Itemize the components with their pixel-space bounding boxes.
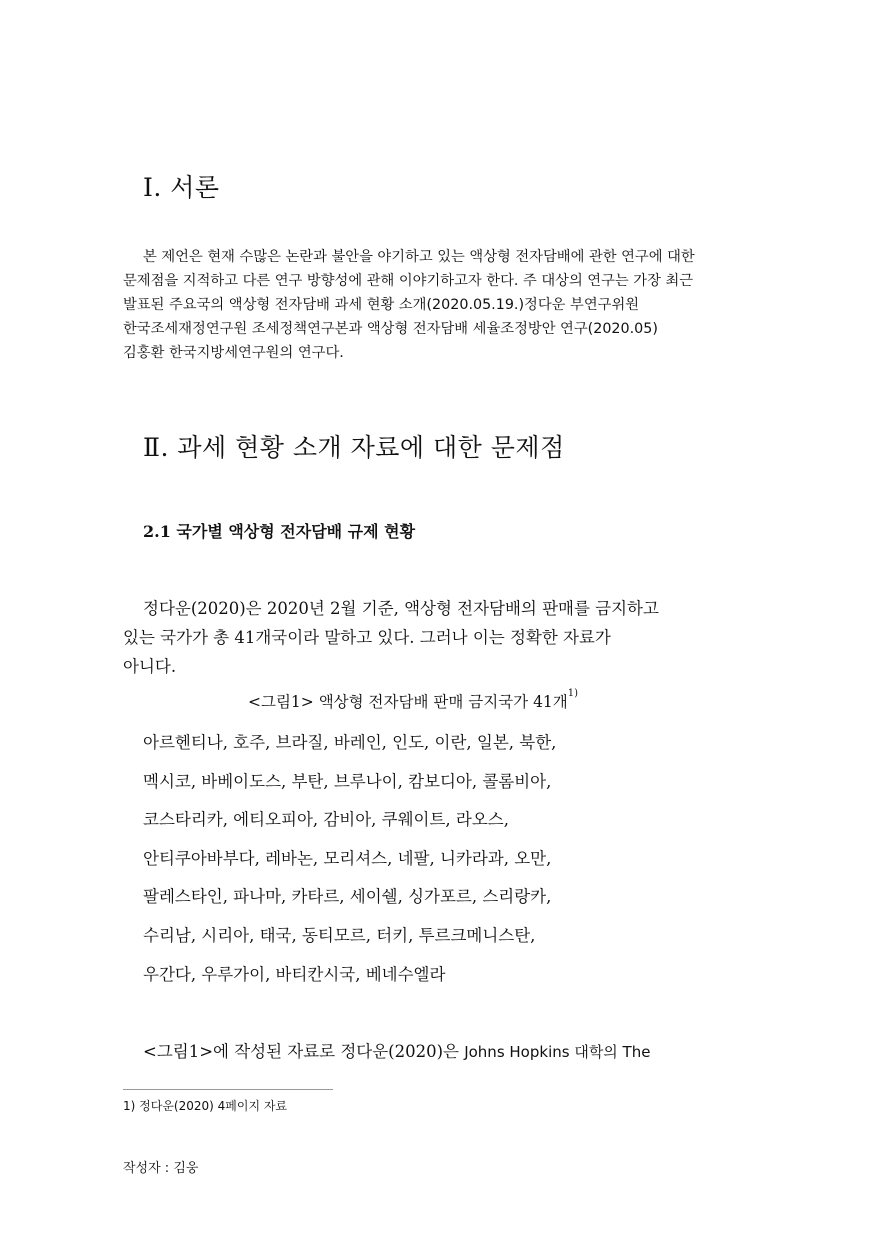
closing-sentence — [143, 1038, 650, 1062]
section-1-heading: Ⅰ. 서론 — [143, 173, 220, 202]
intro-line: 발표된 주요국의 액상형 전자담배 과세 현황 소개(2020.05.19.)정다운 부연구위원 — [123, 297, 640, 313]
list-item: 아르헨티나, 호주, 브라질, 바레인, 인도, 이란, 일본, 북한, — [143, 733, 557, 752]
section-2-heading: Ⅱ. 과세 현황 소개 자료에 대한 문제점 — [143, 433, 565, 462]
intro-line: 한국조세재정연구원 조세정책연구본과 액상형 전자담배 세율조정방안 연구(2020.05) — [123, 321, 658, 337]
list-item: 수리남, 시리아, 태국, 동티모르, 터키, 투르크메니스탄, — [143, 925, 536, 945]
list-item: 멕시코, 바베이도스, 부탄, 브루나이, 캄보디아, 콜롬비아, — [143, 771, 552, 791]
closing-prefix: <그림1>에 작성된 자료로 정다운(2020)은 — [143, 1042, 465, 1061]
intro-line: 문제점을 지적하고 다른 연구 방향성에 관해 이야기하고자 한다. 주 대상의 연구는 가장 최근 — [123, 273, 694, 289]
closing-latin-text: Johns Hopkins 대학의 The — [464, 1043, 651, 1061]
paragraph-line: 있는 국가가 총 41개국이라 말하고 있다. 그러나 이는 정확한 자료가 — [123, 628, 611, 647]
country-list — [143, 730, 556, 1000]
author-credit: 작성자 : 김웅 — [123, 1161, 199, 1176]
paragraph-line: 정다운(2020)은 2020년 2월 기준, 액상형 전자담배의 판매를 금지하고 — [143, 599, 659, 618]
footnote-text: 1) 정다운(2020) 4페이지 자료 — [123, 1099, 288, 1113]
intro-line: 본 제언은 현재 수많은 논란과 불안을 야기하고 있는 액상형 전자담배에 관한 연구에 대한 — [143, 249, 695, 265]
list-item: 우간다, 우루가이, 바티칸시국, 베네수엘라 — [143, 964, 446, 984]
list-item: 안티쿠아바부다, 레바논, 모리셔스, 네팔, 니카라과, 오만, — [143, 848, 552, 868]
figure-caption-text: <그림1> 액상형 전자담배 판매 금지국가 41개 — [248, 693, 568, 711]
intro-paragraph — [123, 245, 763, 365]
subsection-heading: 2.1 국가별 액상형 전자담배 규제 현황 — [143, 522, 416, 541]
paragraph-line: 아니다. — [123, 657, 177, 676]
figure-caption — [248, 690, 578, 712]
footnote-reference[interactable]: 1) — [567, 688, 579, 699]
section-2-paragraph — [123, 594, 659, 681]
list-item: 코스타리카, 에티오피아, 감비아, 쿠웨이트, 라오스, — [143, 810, 509, 830]
footnote-divider — [123, 1089, 333, 1090]
intro-line: 김홍환 한국지방세연구원의 연구다. — [123, 345, 344, 361]
list-item: 팔레스타인, 파나마, 카타르, 세이쉘, 싱가포르, 스리랑카, — [143, 887, 552, 907]
